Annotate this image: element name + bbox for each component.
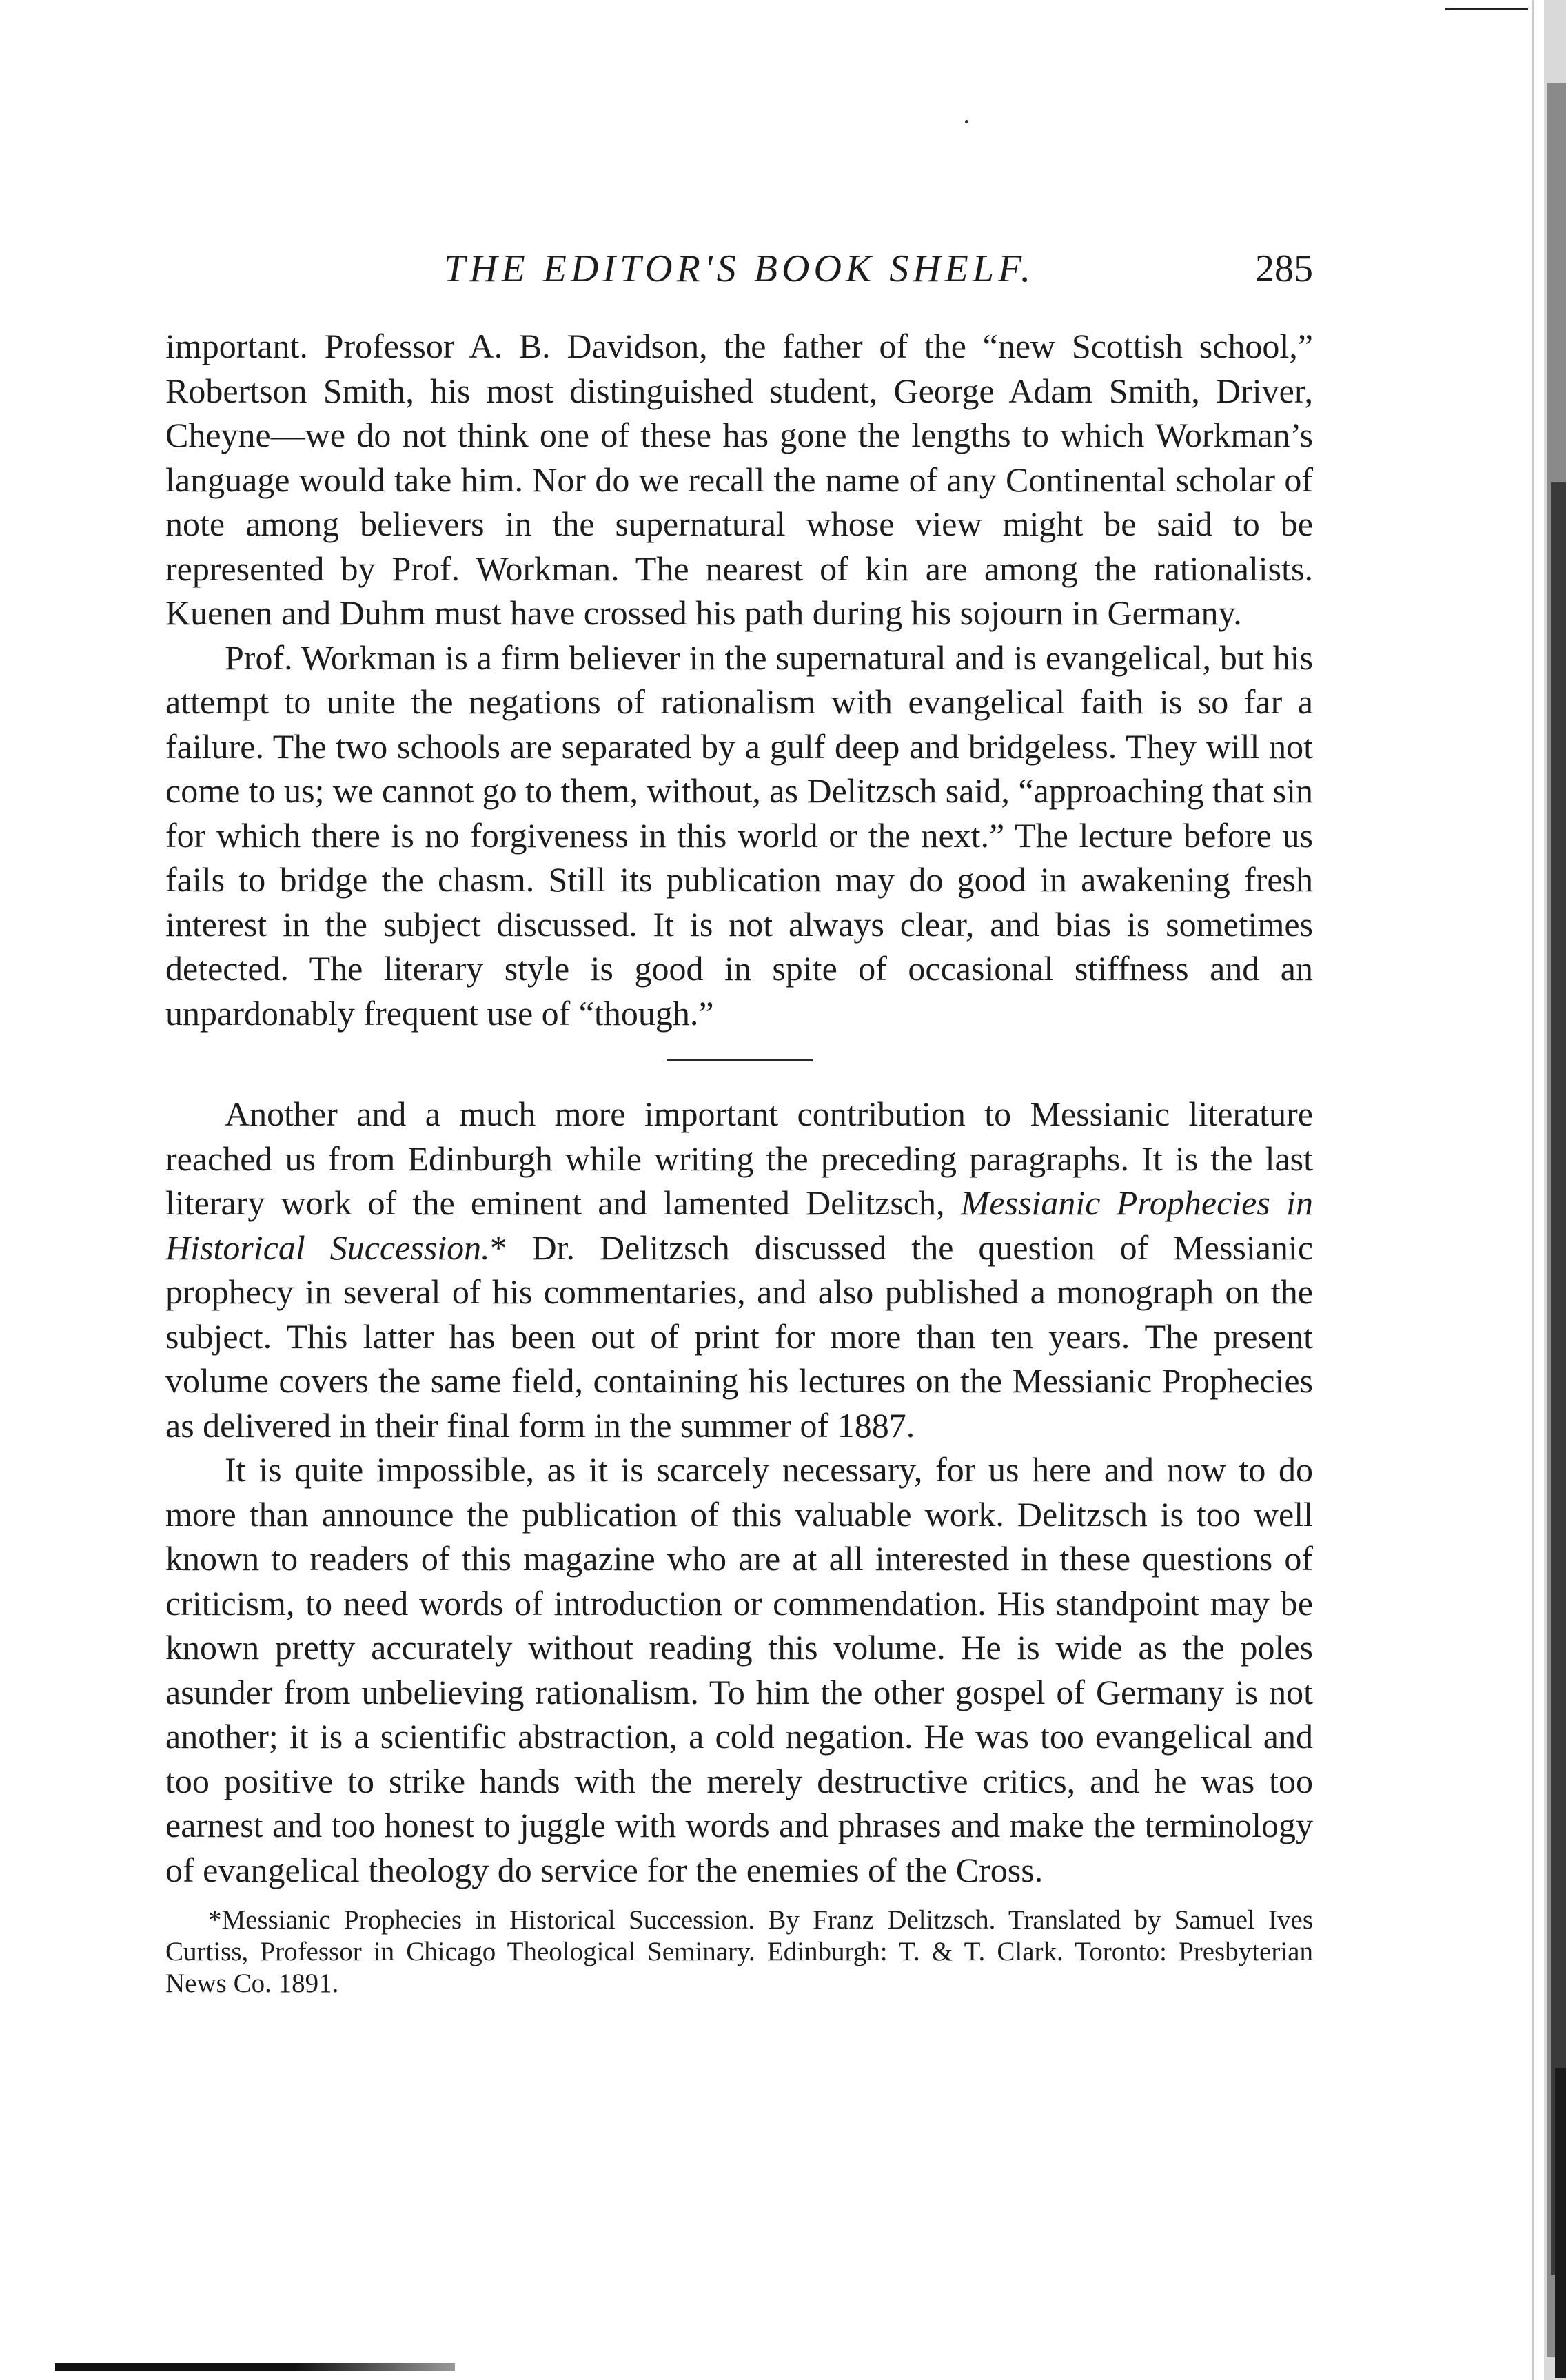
paragraph-3-text-a: Another and a much more important contribution to Messianic literature reached us from Edinburgh while writing the preceding paragraphs. It is the last literary work of the eminent and lamented Delitzsch, — [165, 1095, 1313, 1222]
paragraph-3-text-b: * Dr. Delitzsch discussed the question of Messianic prophecy in several of his commentaries, and also published a monograph on the subject. This latter has been out of print for more than ten years. The present volume covers the same field, containing his lectures on the Messianic Prophecies as delivered in their final form in the summer of 1887. — [165, 1228, 1314, 1445]
running-head — [165, 241, 1313, 296]
scan-page-edge — [1504, 0, 1566, 2380]
paragraph-2: Prof. Workman is a firm believer in the supernatural and is evangelical, but his attempt to unite the negations of rationalism with evangelical faith is so far a failure. The two schools are separated by a gulf deep and bridgeless. They will not come to us; we cannot go to them, without, as Delitzsch said, “approaching that sin for which there is no forgiveness in this world or the next.” The lecture before us fails to bridge the chasm. Still its publication may do good in awakening fresh interest in the subject discussed. It is not always clear, and bias is sometimes detected. The literary style is good in spite of occasional stiffness and an unpardonably frequent use of “though.” — [165, 638, 1313, 1033]
scan-bottom-bar — [55, 2363, 455, 2371]
page-edge-top-rule — [1445, 8, 1528, 10]
section-divider — [667, 1059, 813, 1061]
book-title: Messianic Prophecies in Historical Succession. — [165, 1183, 1313, 1267]
scan-speck — [965, 120, 968, 123]
page-title: THE EDITOR'S BOOK SHELF. — [443, 247, 1035, 290]
page-number: 285 — [1255, 247, 1313, 290]
paragraph-1: important. Professor A. B. Davidson, the father of the “new Scottish school,” Robertson Smith, his most distinguished student, George Adam Smith, Driver, Cheyne—we do not think one of these has gone the lengths to which Workman’s language would take him. Nor do we recall the name of any Continental scholar of note among believers in the supernatural whose view might be said to be represented by Prof. Workman. The nearest of kin are among the rationalists. Kuenen and Duhm must have crossed his path during his sojourn in Germany. — [165, 327, 1313, 632]
paragraph-3 — [165, 1092, 1313, 1447]
body-text — [165, 324, 1313, 2000]
paragraph-4: It is quite impossible, as it is scarcely necessary, for us here and now to do more than announce the publication of this valuable work. Delitzsch is too well known to readers of this magazine who are at all interested in these questions of criticism, to need words of introduction or commendation. His standpoint may be known pretty accurately without reading this volume. He is wide as the poles asunder from unbelieving rationalism. To him the other gospel of Germany is not another; it is a scientific abstraction, a cold negation. He was too evangelical and too positive to strike hands with the merely destructive critics, and he was too earnest and too honest to juggle with words and phrases and make the terminology of evangelical theology do service for the enemies of the Cross. — [165, 1450, 1313, 1889]
footnote: *Messianic Prophecies in Historical Succession. By Franz Delitzsch. Translated by Samuel Ives Curtiss, Professor in Chicago Theological Seminary. Edinburgh: T. & T. Clark. Toronto: Presbyterian News Co. 1891. — [165, 1905, 1313, 1998]
page-edge-shading — [1504, 0, 1566, 2380]
